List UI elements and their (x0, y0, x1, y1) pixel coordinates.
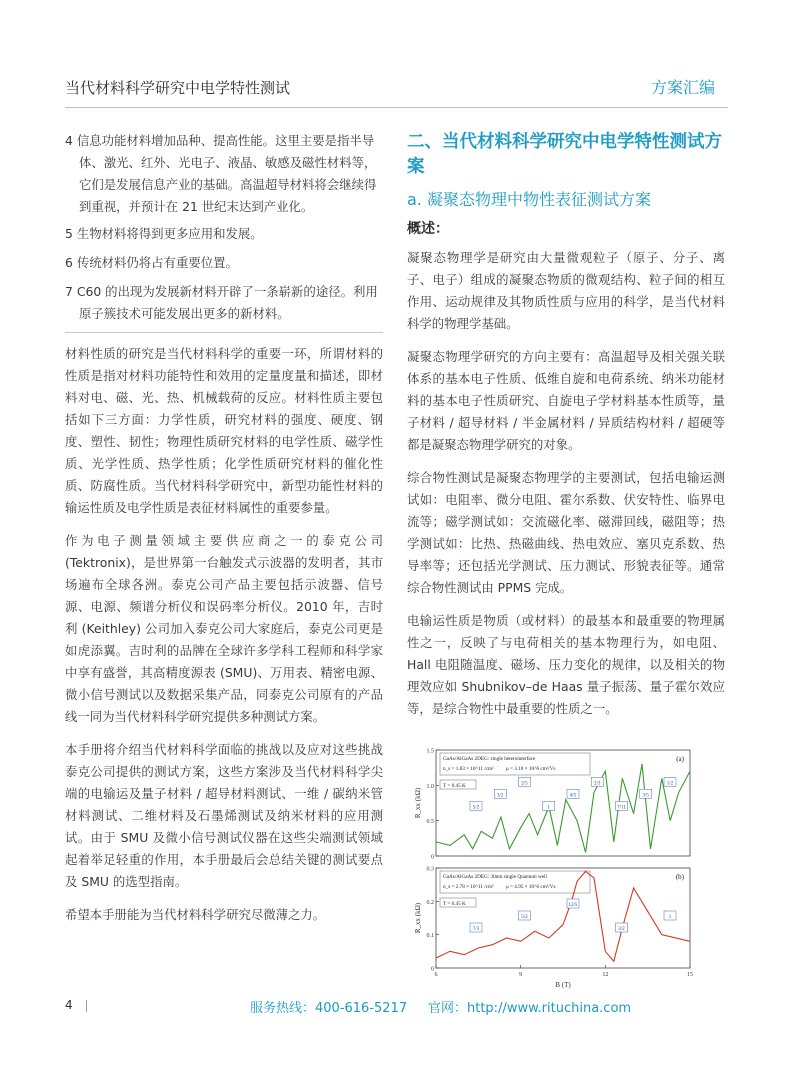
paragraph: 凝聚态物理学研究的方向主要有：高温超导及相关强关联体系的基本电子性质、低维自旋和电荷系统、纳米功能材料的基本电子性质研究、自旋电子学材料基本性质等，量子材料 / 超导材料 / 半金属材料 / 异质结构材料 / 超硬等都是凝聚态物理学研究的对象。 (407, 349, 725, 452)
header-title: 当代材料科学研究中电学特性测试 (65, 79, 291, 97)
x-tick-label: 6 (434, 972, 438, 978)
y-axis-label: R_xx (kΩ) (414, 902, 422, 934)
filling-fraction-label: 3/2 (497, 793, 504, 799)
temperature-label: T = 0.45 K (443, 901, 466, 907)
temperature-label: T = 0.45 K (443, 783, 466, 789)
legend-mobility: μ = 3.10 × 10^6 cm²/Vs (506, 766, 556, 772)
legend-title: GaAs/AlGaAs 2DEG: single heterointerface (443, 756, 536, 762)
paragraph: 希望本手册能为当代材料科学研究尽微薄之力。 (65, 907, 326, 922)
header-section-label: 方案汇编 (650, 78, 715, 97)
legend-density: n_s = 1.83 × 10^11 /cm² (443, 766, 494, 772)
paragraph: 材料性质的研究是当代材料科学的重要一环，所谓材料的性质是指对材料功能特性和效用的定量度量和描述，即材料对电、磁、光、热、机械载荷的反应。材料性质主要包括如下三方面：力学性质，研究材料的强度、硬度、钢度、塑性、韧性；物理性质研究材料的电学性质、磁学性质、光学性质、热学性质；化学性质研究材料的催化性质、防腐性质。当代材料科学研究中，新型功能性材料的输运性质及电学性质是表征材料属性的重要参量。 (65, 346, 383, 515)
y-tick-label: 0.3 (426, 866, 434, 873)
filling-fraction-label: 7/11 (617, 805, 626, 811)
filling-fraction-label: 1/2 (666, 781, 674, 787)
subsection-title: a. 凝聚态物理中物性表征测试方案 (407, 190, 651, 209)
x-tick-label: 9 (519, 972, 523, 978)
legend-mobility: μ = 4.95 × 10^6 cm²/Vs (506, 884, 556, 890)
footer-website-link[interactable]: 官网：http://www.rituchina.com (428, 1001, 632, 1016)
list-item: 4 信息功能材料增加品种、提高性能。这里主要是指半导体、激光、红外、光电子、液晶、敏感及磁性材料等，它们是发展信息产业的基础。高温超导材料将会继续得到重视，并预计在 21 世纪末达到产业化。 (65, 133, 377, 214)
y-tick-label: 1.0 (426, 783, 434, 790)
page-number: 4 (65, 998, 73, 1012)
list-item: 7 C60 的出现为发展新材料开辟了一条崭新的途径。利用原子簇技术可能发展出更多的新材料。 (65, 284, 378, 321)
y-axis-label: R_xx (kΩ) (414, 787, 422, 819)
filling-fraction-label: 3/2 (618, 927, 625, 932)
list-item: 5 生物材料将得到更多应用和发展。 (65, 226, 263, 241)
filling-fraction-label: 2/5 (521, 781, 528, 787)
panel-label: (b) (675, 873, 684, 881)
right-column (407, 130, 725, 731)
filling-fraction-label: 3/5 (642, 793, 649, 799)
paragraph: 本手册将介绍当代材料科学面临的挑战以及应对这些挑战泰克公司提供的测试方案，这些方案涉及当代材料科学尖端的电输运及量子材料 / 超导材料测试、一维 / 碳纳米管材料测试、二维材料及石墨烯测试及纳米材料的应用测试。由于 SMU 及微小信号测试仪器在这些尖端测试领域起着举足轻重的作用，本手册最后会总结关键的测试要点及 SMU 的选型指南。 (65, 742, 383, 889)
filling-fraction-label: 1 (668, 915, 672, 920)
paragraph: 综合物性测试是凝聚态物理学的主要测试，包括电输运测试如：电阻率、微分电阻、霍尔系数、伏安特性、临界电流等；磁学测试如：交流磁化率、磁滞回线，磁阻等；热学测试如：比热、热磁曲线、热电效应、塞贝克系数、热导率等；还包括光学测试、压力测试、形貌表征等。通常综合物性测试由 PPMS 完成。 (407, 470, 725, 595)
x-tick-label: 15 (687, 972, 693, 978)
section-divider (65, 332, 383, 333)
rxx-figure (414, 744, 695, 992)
filling-fraction-label: 5/2 (472, 805, 480, 811)
filling-fraction-label: 5/2 (521, 915, 528, 920)
panel-label: (a) (676, 755, 684, 763)
list-item: 6 传统材料仍将占有重要位置。 (65, 255, 238, 270)
section-title: 二、当代材料科学研究中电学特性测试方案 (407, 132, 722, 177)
left-column (65, 130, 383, 937)
filling-fraction-label: 2/3 (594, 781, 601, 787)
y-tick-label: 0 (431, 966, 434, 973)
rxx-chart-svg (414, 744, 695, 992)
paragraph: 凝聚态物理学是研究由大量微观粒子（原子、分子、离子、电子）组成的凝聚态物质的微观结构、粒子间的相互作用、运动规律及其物质性质与应用的科学，是当代材料科学的物理学基础。 (407, 250, 725, 331)
paragraph: 电输运性质是物质（或材料）的最基本和最重要的物理属性之一，反映了与电荷相关的基本物理行为，如电阻、Hall 电阻随温度、磁场、压力变化的规律，以及相关的物理效应如 Shubnikov–de Haas 量子振荡、量子霍尔效应等，是综合物性中最重要的性质之一。 (407, 613, 725, 716)
y-tick-label: 0.1 (426, 933, 434, 940)
overview-label: 概述： (407, 221, 449, 237)
x-tick-label: 12 (602, 972, 609, 978)
filling-fraction-label: 4/5 (569, 793, 577, 799)
filling-fraction-label: 1 (547, 805, 550, 811)
x-axis-label: B (T) (555, 981, 571, 989)
filling-fraction-label: 7/3 (472, 927, 480, 932)
filling-fraction-label: 12/5 (568, 903, 578, 908)
paragraph: 作为电子测量领域主要供应商之一的泰克公司 (Tektronix)，是世界第一台触发式示波器的发明者，其市场遍布全球各洲。泰克公司产品主要包括示波器、信号源、电源、频谱分析仪和误码率分析仪。2010 年，吉时利 (Keithley) 公司加入泰克公司大家庭后，泰克公司更是如虎添翼。吉时利的品牌在全球许多学科工程师和科学家中享有盛誉，其高精度源表 (SMU)、万用表、精密电源、微小信号测试以及数据采集产品，同泰克公司原有的产品线一同为当代材料科学研究提供多种测试方案。 (65, 533, 383, 724)
legend-density: n_s = 2.78 × 10^11 /cm² (443, 884, 494, 890)
y-tick-label: 1.5 (426, 748, 434, 755)
footer-divider (86, 1000, 87, 1012)
legend-title: GaAs/AlGaAs 2DEG: 30nm single Quantum well (443, 874, 547, 880)
y-tick-label: 0.5 (426, 819, 434, 826)
y-tick-label: 0.2 (426, 899, 434, 906)
y-tick-label: 0 (431, 854, 434, 861)
footer-hotline: 服务热线：400-616-5217 (250, 1001, 408, 1016)
header-divider (65, 107, 728, 108)
